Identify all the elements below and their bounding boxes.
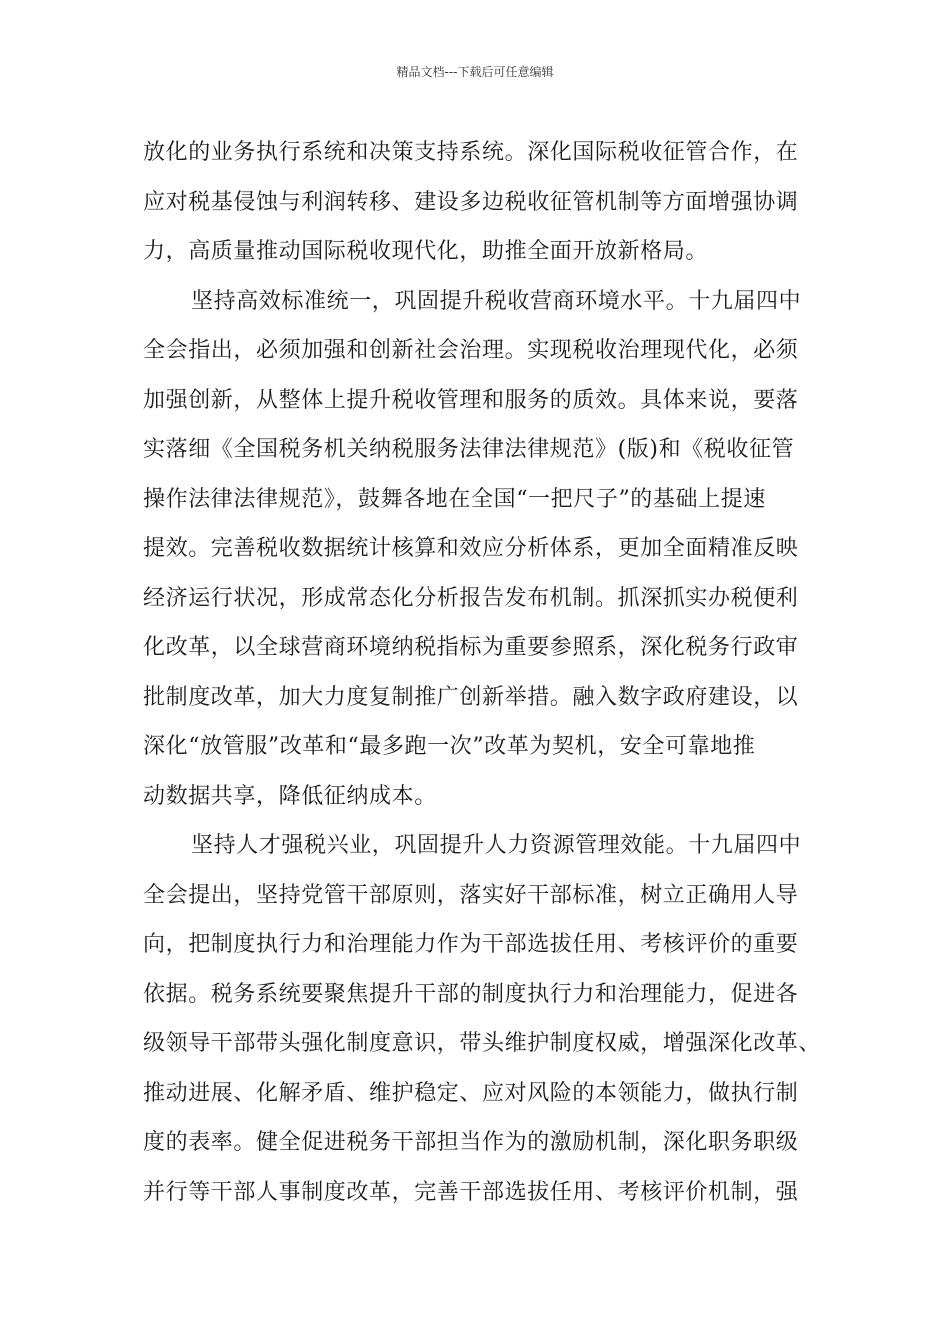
- paragraph-start-line: 坚持人才强税兴业，巩固提升人力资源管理效能。十九届四中: [191, 833, 802, 858]
- text-line: 应对税基侵蚀与利润转移、建设多边税收征管机制等方面增强协调: [143, 189, 799, 215]
- text-line: 化改革，以全球营商环境纳税指标为重要参照系，深化税务行政审: [143, 635, 799, 660]
- text-line: 全会提出，坚持党管干部原则，落实好干部标准，树立正确用人导: [143, 882, 799, 908]
- text-line: 依据。税务系统要聚焦提升干部的制度执行力和治理能力，促进各: [143, 981, 799, 1007]
- paragraph-start-line: 坚持高效标准统一，巩固提升税收营商环境水平。十九届四中: [191, 288, 802, 314]
- text-line: 深化“放管服”改革和“最多跑一次”改革为契机，安全可靠地推: [143, 734, 756, 759]
- document-body: [143, 128, 823, 1217]
- text-line: 全会指出，必须加强和创新社会治理。实现税收治理现代化，必须: [143, 338, 799, 363]
- text-line: 推动进展、化解矛盾、维护稳定、应对风险的本领能力，做执行制: [143, 1080, 799, 1106]
- page-header: 精品文档---下载后可任意编辑: [396, 65, 554, 79]
- text-line: 放化的业务执行系统和决策支持系统。深化国际税收征管合作，在: [143, 140, 799, 165]
- text-line: 力，高质量推动国际税收现代化，助推全面开放新格局。: [143, 239, 709, 264]
- text-line: 操作法律法律规范》，鼓舞各地在全国“一把尺子”的基础上提速: [143, 486, 766, 512]
- text-line: 提效。完善税收数据统计核算和效应分析体系，更加全面精准反映: [143, 536, 799, 561]
- text-line: 动数据共享，降低征纳成本。: [143, 783, 437, 809]
- text-line: 批制度改革，加大力度复制推广创新举措。融入数字政府建设，以: [143, 684, 799, 710]
- text-line: 级领导干部带头强化制度意识，带头维护制度权威，增强深化改革、: [143, 1031, 822, 1056]
- text-line: 并行等干部人事制度改革，完善干部选拔任用、考核评价机制，强: [143, 1179, 799, 1205]
- text-line: 度的表率。健全促进税务干部担当作为的激励机制，深化职务职级: [143, 1130, 799, 1155]
- text-line: 实落细《全国税务机关纳税服务法律法律规范》(版)和《税收征管: [143, 437, 795, 462]
- text-line: 经济运行状况，形成常态化分析报告发布机制。抓深抓实办税便利: [143, 585, 799, 611]
- text-line: 加强创新，从整体上提升税收管理和服务的质效。具体来说，要落: [143, 387, 799, 413]
- text-line: 向，把制度执行力和治理能力作为干部选拔任用、考核评价的重要: [143, 932, 799, 957]
